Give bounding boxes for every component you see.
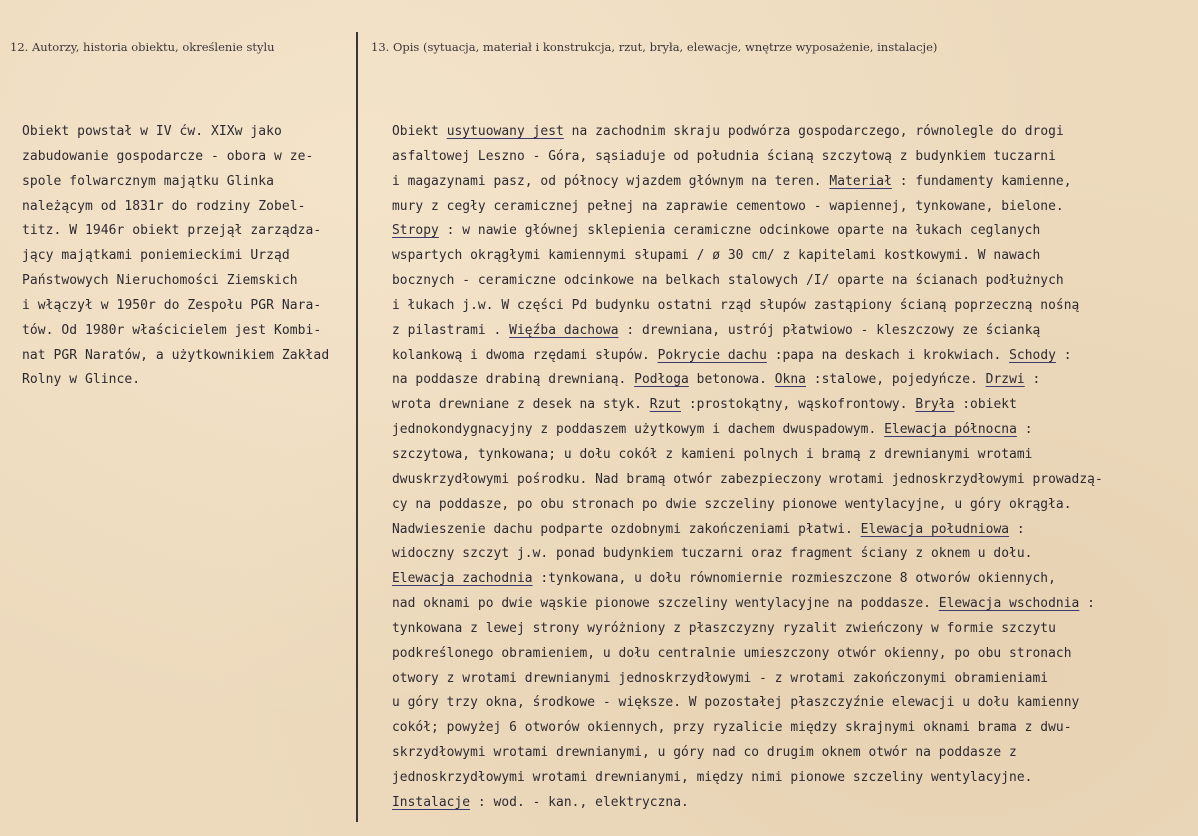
- column-divider: [356, 32, 358, 822]
- description-text-line: [392, 716, 1192, 741]
- description-text-line: [392, 592, 1192, 617]
- description-text-line: [392, 542, 1192, 567]
- text-segment: z pilastrami .: [392, 322, 510, 338]
- text-segment: kolankową i dwoma rzędami słupów.: [392, 347, 658, 363]
- history-text-line: nat PGR Naratów, a użytkownikiem Zakład: [22, 347, 330, 363]
- text-segment: : w nawie głównej sklepienia ceramiczne odcinkowe oparte na łukach ceglanych: [438, 223, 1041, 239]
- description-text-line: [392, 443, 1192, 468]
- description-text-line: [392, 468, 1192, 493]
- text-segment: jednoskrzydłowymi wrotami drewnianymi, między nimi pionowe szczeliny wentylacyjne.: [392, 769, 1033, 785]
- history-text-line: i włączył w 1950r do Zespołu PGR Nara-: [22, 297, 322, 313]
- text-segment: nad oknami po dwie wąskie pionowe szczeliny wentylacyjne na poddasze.: [392, 596, 939, 612]
- description-text-line: [392, 617, 1192, 642]
- description-text-line: [392, 145, 1192, 170]
- description-text-line: [392, 120, 1192, 145]
- description-text-line: [392, 691, 1192, 716]
- text-segment: jednokondygnacyjny z poddaszem użytkowym i dachem dwuspadowym.: [392, 422, 885, 438]
- description-text-line: [392, 567, 1192, 592]
- description-text-line: [392, 219, 1192, 244]
- description-text-line: [392, 170, 1192, 195]
- text-segment: :: [1055, 347, 1072, 363]
- text-segment: : fundamenty kamienne,: [891, 173, 1072, 189]
- text-segment: Nadwieszenie dachu podparte ozdobnymi zakończeniami płatwi.: [392, 521, 861, 537]
- underlined-heading: Rzut: [649, 397, 682, 413]
- description-text-line: [392, 244, 1192, 269]
- text-segment: na zachodnim skraju podwórza gospodarczego, równolegle do drogi: [563, 124, 1064, 139]
- underlined-heading: Elewacja północna: [884, 422, 1017, 438]
- text-segment: i łukach j.w. W części Pd budynku ostatni rząd słupów zastąpiony ścianą poprzeczną nośną: [392, 297, 1080, 313]
- history-text-line: należącym od 1831r do rodziny Zobel-: [22, 198, 306, 214]
- text-segment: u góry trzy okna, środkowe - większe. W pozostałej płaszczyźnie elewacji u dołu kamienny: [392, 695, 1080, 711]
- underlined-heading: Materiał: [829, 173, 892, 189]
- description-text-line: [392, 344, 1192, 369]
- history-text-line: Rolny w Glince.: [22, 372, 141, 388]
- section-12-header: 12. Autorzy, historia obiektu, określenie stylu: [10, 40, 275, 54]
- description-text-block: [392, 120, 1192, 816]
- history-text-line: jący majątkami poniemieckimi Urząd: [22, 248, 290, 264]
- text-segment: podkreślonego obramieniem, u dołu centralnie umieszczony otwór okienny, po obu stronach: [392, 645, 1072, 661]
- history-text-line: Państwowych Nieruchomości Ziemskich: [22, 273, 298, 289]
- text-segment: cy na poddasze, po obu stronach po dwie szczeliny pionowe wentylacyjne, u góry okrągła.: [392, 496, 1072, 512]
- history-text-line: titz. W 1946r obiekt przejął zarządza-: [22, 223, 322, 239]
- text-segment: :obiekt: [954, 397, 1017, 413]
- text-segment: :prostokątny, wąskofrontowy.: [681, 397, 916, 413]
- text-segment: cokół; powyżej 6 otworów okiennych, przy ryzalicie między skrajnymi oknami brama z dwu-: [392, 720, 1072, 736]
- text-segment: dwuskrzydłowymi pośrodku. Nad bramą otwór zabezpieczony wrotami jednoskrzydłowymi prowadzą-: [392, 471, 1103, 487]
- description-text-line: [392, 368, 1192, 393]
- underlined-heading: Instalacje: [392, 794, 471, 810]
- description-text-line: [392, 418, 1192, 443]
- text-segment: : wod. - kan., elektryczna.: [470, 794, 689, 810]
- underlined-heading: Elewacja południowa: [860, 521, 1010, 537]
- text-segment: i magazynami pasz, od północy wjazdem głównym na teren.: [392, 173, 830, 189]
- text-segment: tynkowana z lewej strony wyróżniony z płaszczyzny ryzalit zwieńczony w formie szczytu: [392, 620, 1056, 636]
- underlined-heading: Pokrycie dachu: [657, 347, 767, 363]
- text-segment: :: [1009, 521, 1025, 537]
- description-text-line: [392, 667, 1192, 692]
- text-segment: na poddasze drabiną drewnianą.: [392, 372, 635, 388]
- description-text-line: [392, 741, 1192, 766]
- text-segment: betonowa.: [688, 372, 775, 388]
- text-segment: wspartych okrągłymi kamiennymi słupami / ø 30 cm/ z kapitelami kostkowymi. W nawach: [392, 248, 1041, 264]
- text-segment: : drewniana, ustrój płatwiowo - kleszczowy ze ścianką: [618, 322, 1041, 338]
- text-segment: :papa na deskach i krokwiach.: [766, 347, 1010, 363]
- text-segment: bocznych - ceramiczne odcinkowe na belkach stalowych /I/ oparte na ścianach podłużnych: [392, 273, 1064, 289]
- text-segment: mury z cegły ceramicznej pełnej na zaprawie cementowo - wapiennej, tynkowane, bielone.: [392, 198, 1064, 214]
- text-segment: :: [1079, 596, 1095, 612]
- text-segment: szczytowa, tynkowana; u dołu cokół z kamieni polnych i bramą z drewnianymi wrotami: [392, 446, 1033, 462]
- history-text-block: [22, 120, 352, 393]
- description-text-line: [392, 791, 1192, 816]
- description-text-line: [392, 294, 1192, 319]
- text-segment: otwory z wrotami drewnianymi jednoskrzydłowymi - z wrotami zakończonymi obramieniami: [392, 670, 1049, 686]
- text-segment: skrzydłowymi wrotami drewnianymi, u góry nad co drugim oknem otwór na poddasze z: [392, 745, 1017, 761]
- history-text-line: Obiekt powstał w IV ćw. XIXw jako: [22, 124, 282, 139]
- history-text-line: zabudowanie gospodarcze - obora w ze-: [22, 148, 314, 164]
- text-segment: :: [1024, 372, 1041, 388]
- description-text-line: [392, 195, 1192, 220]
- underlined-heading: Schody: [1009, 347, 1056, 363]
- text-segment: :tynkowana, u dołu równomiernie rozmieszczone 8 otworów okiennych,: [532, 571, 1056, 587]
- text-segment: wrota drewniane z desek na styk.: [392, 397, 650, 413]
- underlined-heading: Stropy: [392, 223, 439, 239]
- description-text-line: [392, 642, 1192, 667]
- underlined-heading: Elewacja wschodnia: [938, 596, 1080, 612]
- underlined-heading: Drzwi: [985, 372, 1025, 388]
- description-text-line: [392, 493, 1192, 518]
- text-segment: :stalowe, pojedyńcze.: [806, 372, 986, 388]
- underlined-heading: Podłoga: [634, 372, 689, 388]
- text-segment: asfaltowej Leszno - Góra, sąsiaduje od południa ścianą szczytową z budynkiem tuczarni: [392, 148, 1056, 164]
- description-text-line: [392, 518, 1192, 543]
- underlined-heading: Elewacja zachodnia: [392, 571, 533, 587]
- text-segment: :: [1016, 422, 1033, 438]
- history-text-line: spole folwarcznym majątku Glinka: [22, 173, 275, 189]
- description-text-line: [392, 393, 1192, 418]
- description-text-line: [392, 319, 1192, 344]
- underlined-heading: usytuowany jest: [446, 124, 564, 139]
- underlined-heading: Więźba dachowa: [509, 322, 619, 338]
- description-text-line: [392, 766, 1192, 791]
- underlined-heading: Okna: [774, 372, 806, 388]
- text-segment: widoczny szczyt j.w. ponad budynkiem tuczarni oraz fragment ściany z oknem u dołu.: [392, 546, 1033, 562]
- underlined-heading: Bryła: [915, 397, 955, 413]
- history-text-line: tów. Od 1980r właścicielem jest Kombi-: [22, 322, 322, 338]
- section-13-header: 13. Opis (sytuacja, materiał i konstrukcja, rzut, bryła, elewacje, wnętrze wyposażenie, instalacje): [371, 40, 938, 54]
- text-segment: Obiekt: [392, 124, 447, 139]
- description-text-line: [392, 269, 1192, 294]
